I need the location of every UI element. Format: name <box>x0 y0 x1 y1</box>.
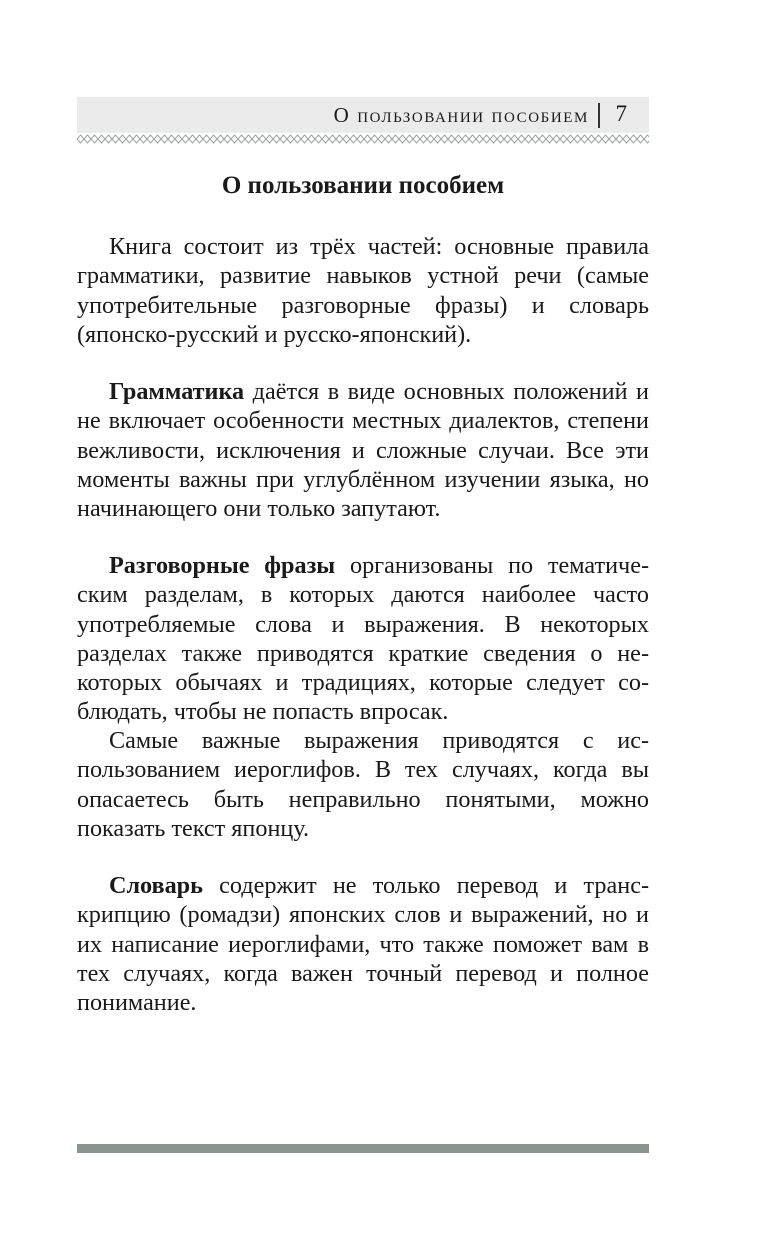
running-header <box>77 97 649 133</box>
header-ornament <box>77 133 649 145</box>
page-title: О пользовании пособием <box>221 172 505 199</box>
footer-rule <box>77 1144 649 1153</box>
paragraph-text: организованы по тематическим разделам, в которых даются наиболее часто употребляемые слова и выражения. В некоторых разделах также приводятся краткие сведения о некоторых обычаях и традициях, которые следует соблюдать, чтобы не попасть впросак. <box>77 552 649 726</box>
paragraph-grammar <box>77 377 649 523</box>
paragraph-text: Книга состоит из трёх частей: основные правила грамматики, развитие навыков устной речи (самые употребительные разговорные фразы) и словарь (японско-русский и русско-японский). <box>77 233 649 348</box>
paragraph-phrases <box>77 551 649 727</box>
running-header-title: О пользовании пособием <box>333 103 589 127</box>
paragraph-text: содержит не только перевод и транскрипцию (ромадзи) японских слов и выражений, но и их написание иероглифами, что также поможет вам в тех случаях, когда важен точный перевод и полное понимание. <box>77 872 649 1017</box>
paragraph-dictionary <box>77 871 649 1017</box>
paragraph-hieroglyphs <box>77 726 649 843</box>
paragraph-text: Самые важные выражения приводятся с использованием иероглифов. В тех случаях, когда вы опасаетесь быть неправильно понятыми, можно показать текст японцу. <box>77 727 649 842</box>
paragraph-lead: Разговорные фразы <box>109 552 336 579</box>
paragraph-lead: Словарь <box>109 872 203 899</box>
page-number: 7 <box>615 101 627 126</box>
paragraph-intro <box>77 232 649 349</box>
header-separator <box>598 103 600 128</box>
paragraph-lead: Грамматика <box>109 378 245 405</box>
paragraph-text: даётся в виде основных положений и не включает особенности местных диалектов, степени вежливости, исключения и сложные случаи. Все эти моменты важны при углублённом изучении языка, но начинающего они только запутают. <box>77 378 649 523</box>
